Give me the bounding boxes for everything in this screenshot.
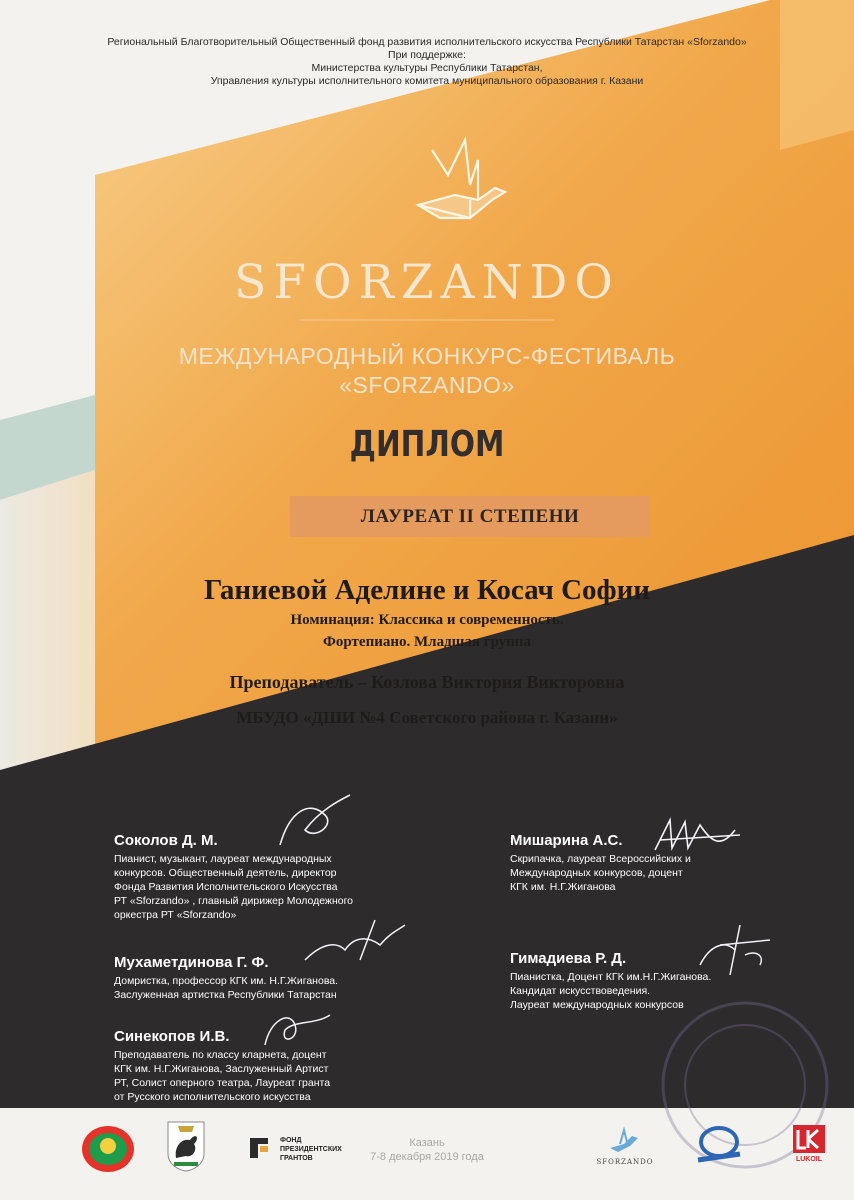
- signature-sinekopov: [255, 1005, 345, 1055]
- header-administration: Управления культуры исполнительного комитета муниципального образования г. Казани: [210, 75, 644, 87]
- brand-title: SFORZANDO: [234, 255, 620, 310]
- header-organizer: Региональный Благотворительный Общественный фонд развития исполнительского искусства Республики Татарстан «Sforzando»: [107, 36, 747, 48]
- lukoil-logo-label: LUKOIL: [795, 1156, 823, 1163]
- nknk-logo-icon: [692, 1124, 746, 1168]
- sforzando-bird-icon: [604, 1126, 644, 1156]
- diploma-title: ДИПЛОМ: [349, 424, 505, 465]
- jury-desc-sinekopov: Преподаватель по классу кларнета, доцент КГК им. Н.Г.Жиганова, Заслуженный Артист РТ, Солист оперного театра, Лауреат гранта от Русского исполнительского искусства: [114, 1049, 331, 1103]
- footer-city: Казань: [409, 1137, 445, 1149]
- jury-desc-gimadieva: Пианистка, Доцент КГК им.Н.Г.Жиганова. Кандидат искусствоведения. Лауреат международных конкурсов: [510, 971, 712, 1011]
- footer-date: 7-8 декабря 2019 года: [370, 1151, 484, 1163]
- festival-title-line2: «SFORZANDO»: [339, 372, 515, 398]
- recipient-name: Ганиевой Аделине и Косач Софии: [203, 574, 651, 606]
- header-support: При поддержке:: [388, 49, 466, 61]
- jury-name-mukhametdinova: Мухаметдинова Г. Ф.: [114, 954, 269, 971]
- teacher-name: Преподаватель – Козлова Виктория Викторовна: [229, 672, 625, 692]
- sforzando-logo-label: SFORZANDO: [596, 1158, 654, 1166]
- lukoil-logo-icon: [792, 1124, 826, 1154]
- nomination-line1: Номинация: Классика и современность.: [290, 612, 564, 628]
- festival-title-line1: МЕЖДУНАРОДНЫЙ КОНКУРС-ФЕСТИВАЛЬ: [178, 343, 676, 369]
- jury-name-sinekopov: Синекопов И.В.: [114, 1028, 230, 1045]
- jury-name-sokolov: Соколов Д. М.: [114, 832, 218, 849]
- award-title: ЛАУРЕАТ II СТЕПЕНИ: [360, 506, 580, 527]
- signature-misharina: [650, 810, 750, 870]
- school-name: МБУДО «ДШИ №4 Советского района г. Казани»: [236, 708, 618, 727]
- signature-sokolov: [270, 790, 360, 860]
- jury-name-misharina: Мишарина А.С.: [510, 832, 623, 849]
- nomination-line2: Фортепиано. Младшая группа: [323, 634, 531, 650]
- presidential-grants-fund-label: ФОНД ПРЕЗИДЕНТСКИХ ГРАНТОВ: [280, 1137, 342, 1162]
- signature-gimadieva: [690, 920, 780, 980]
- header-ministry: Министерства культуры Республики Татарстан,: [311, 62, 543, 74]
- jury-desc-mukhametdinova: Домристка, профессор КГК им. Н.Г.Жиганова. Заслуженная артистка Республики Татарстан: [114, 975, 339, 1001]
- jury-desc-sokolov: Пианист, музыкант, лауреат международных конкурсов. Общественный деятель, директор Фонда Развития Исполнительского Искусства РТ «Sforzando» , главный дирижер Молодежного оркестра РТ «Sforzando»: [114, 853, 354, 921]
- jury-name-gimadieva: Гимадиева Р. Д.: [510, 950, 627, 967]
- jury-desc-misharina: Скрипачка, лауреат Всероссийских и Международных конкурсов, доцент КГК им. Н.Г.Жиганова: [510, 853, 691, 893]
- signature-mukhametdinova: [300, 915, 410, 975]
